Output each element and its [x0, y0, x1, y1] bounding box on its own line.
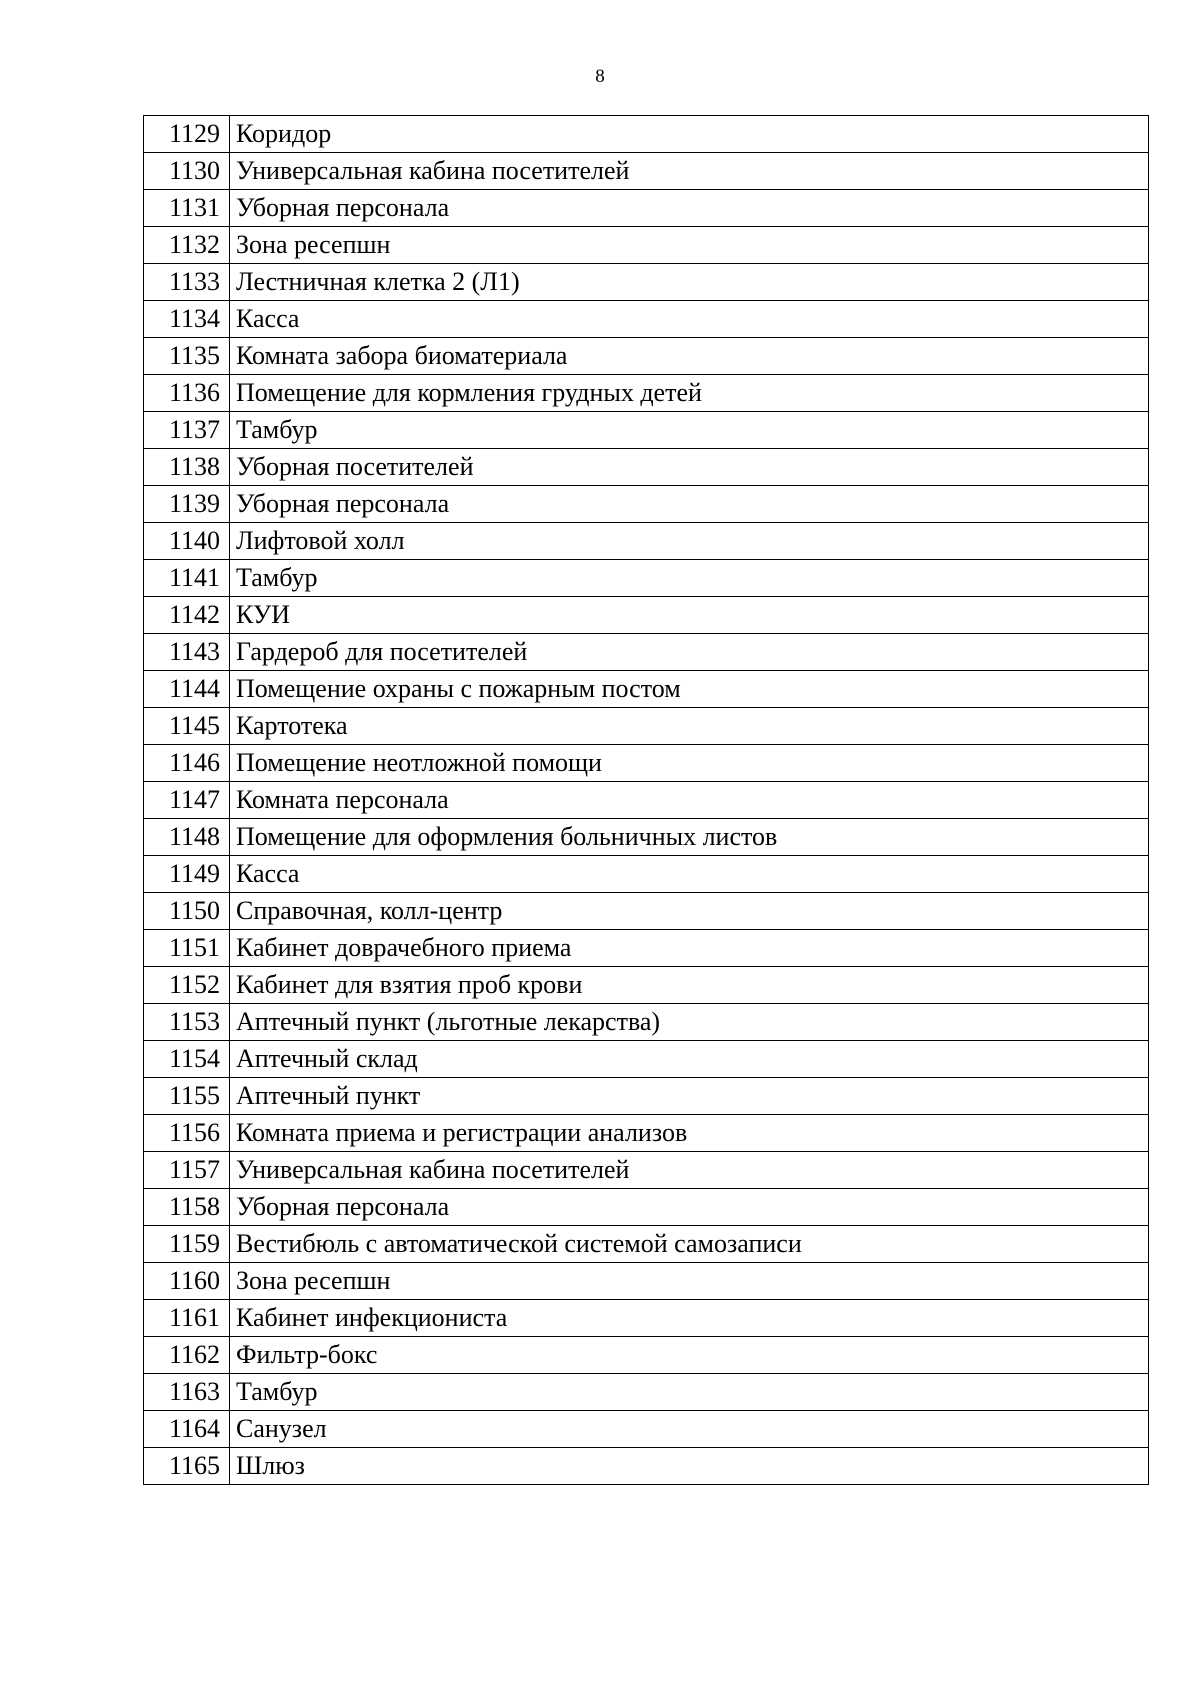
room-name-cell: Аптечный пункт (льготные лекарства) — [230, 1004, 1149, 1041]
table-row — [144, 893, 1149, 930]
table-row — [144, 1411, 1149, 1448]
table-row — [144, 375, 1149, 412]
table-row — [144, 227, 1149, 264]
room-name-cell: Гардероб для посетителей — [230, 634, 1149, 671]
room-name-cell: Помещение охраны с пожарным постом — [230, 671, 1149, 708]
room-name-cell: Тамбур — [230, 560, 1149, 597]
rooms-table-body — [144, 116, 1149, 1485]
table-row — [144, 930, 1149, 967]
room-number-cell: 1131 — [144, 190, 230, 227]
room-name-cell: Зона ресепшн — [230, 1263, 1149, 1300]
room-number-cell: 1155 — [144, 1078, 230, 1115]
room-number-cell: 1149 — [144, 856, 230, 893]
room-number-cell: 1163 — [144, 1374, 230, 1411]
table-row — [144, 967, 1149, 1004]
table-row — [144, 486, 1149, 523]
room-name-cell: Помещение для оформления больничных листов — [230, 819, 1149, 856]
table-row — [144, 1337, 1149, 1374]
room-number-cell: 1165 — [144, 1448, 230, 1485]
table-row — [144, 1004, 1149, 1041]
table-row — [144, 1078, 1149, 1115]
table-row — [144, 1263, 1149, 1300]
room-name-cell: Комната персонала — [230, 782, 1149, 819]
room-number-cell: 1141 — [144, 560, 230, 597]
table-row — [144, 1226, 1149, 1263]
table-row — [144, 708, 1149, 745]
table-row — [144, 745, 1149, 782]
room-number-cell: 1145 — [144, 708, 230, 745]
room-name-cell: Вестибюль с автоматической системой самозаписи — [230, 1226, 1149, 1263]
room-name-cell: Кабинет для взятия проб крови — [230, 967, 1149, 1004]
room-number-cell: 1151 — [144, 930, 230, 967]
room-name-cell: Касса — [230, 301, 1149, 338]
room-name-cell: Кабинет инфекциониста — [230, 1300, 1149, 1337]
table-row — [144, 819, 1149, 856]
room-name-cell: Фильтр-бокс — [230, 1337, 1149, 1374]
table-row — [144, 560, 1149, 597]
room-name-cell: Универсальная кабина посетителей — [230, 1152, 1149, 1189]
room-number-cell: 1147 — [144, 782, 230, 819]
room-number-cell: 1133 — [144, 264, 230, 301]
table-row — [144, 1189, 1149, 1226]
room-name-cell: Шлюз — [230, 1448, 1149, 1485]
room-number-cell: 1140 — [144, 523, 230, 560]
table-row — [144, 1115, 1149, 1152]
room-number-cell: 1129 — [144, 116, 230, 153]
table-row — [144, 634, 1149, 671]
room-number-cell: 1132 — [144, 227, 230, 264]
room-number-cell: 1130 — [144, 153, 230, 190]
room-number-cell: 1134 — [144, 301, 230, 338]
room-number-cell: 1158 — [144, 1189, 230, 1226]
room-name-cell: Лестничная клетка 2 (Л1) — [230, 264, 1149, 301]
room-number-cell: 1137 — [144, 412, 230, 449]
room-name-cell: Уборная персонала — [230, 190, 1149, 227]
rooms-table — [143, 115, 1149, 1485]
table-row — [144, 153, 1149, 190]
table-row — [144, 190, 1149, 227]
room-number-cell: 1153 — [144, 1004, 230, 1041]
room-name-cell: Аптечный пункт — [230, 1078, 1149, 1115]
room-name-cell: Справочная, колл-центр — [230, 893, 1149, 930]
table-row — [144, 338, 1149, 375]
table-row — [144, 523, 1149, 560]
table-row — [144, 264, 1149, 301]
room-number-cell: 1146 — [144, 745, 230, 782]
room-name-cell: Помещение для кормления грудных детей — [230, 375, 1149, 412]
table-row — [144, 1300, 1149, 1337]
room-name-cell: Касса — [230, 856, 1149, 893]
table-row — [144, 412, 1149, 449]
room-name-cell: Уборная персонала — [230, 486, 1149, 523]
table-row — [144, 1374, 1149, 1411]
room-name-cell: Зона ресепшн — [230, 227, 1149, 264]
room-number-cell: 1160 — [144, 1263, 230, 1300]
table-row — [144, 1041, 1149, 1078]
room-number-cell: 1152 — [144, 967, 230, 1004]
table-row — [144, 1448, 1149, 1485]
room-name-cell: Комната приема и регистрации анализов — [230, 1115, 1149, 1152]
room-number-cell: 1144 — [144, 671, 230, 708]
room-number-cell: 1136 — [144, 375, 230, 412]
room-number-cell: 1142 — [144, 597, 230, 634]
room-number-cell: 1135 — [144, 338, 230, 375]
room-name-cell: Уборная посетителей — [230, 449, 1149, 486]
page-number: 8 — [595, 66, 605, 87]
table-row — [144, 116, 1149, 153]
room-name-cell: Аптечный склад — [230, 1041, 1149, 1078]
table-row — [144, 1152, 1149, 1189]
table-row — [144, 671, 1149, 708]
room-name-cell: Тамбур — [230, 1374, 1149, 1411]
room-number-cell: 1157 — [144, 1152, 230, 1189]
room-name-cell: Лифтовой холл — [230, 523, 1149, 560]
room-number-cell: 1148 — [144, 819, 230, 856]
table-row — [144, 597, 1149, 634]
table-row — [144, 856, 1149, 893]
room-number-cell: 1162 — [144, 1337, 230, 1374]
room-number-cell: 1154 — [144, 1041, 230, 1078]
room-number-cell: 1143 — [144, 634, 230, 671]
room-name-cell: Уборная персонала — [230, 1189, 1149, 1226]
room-name-cell: КУИ — [230, 597, 1149, 634]
room-number-cell: 1159 — [144, 1226, 230, 1263]
room-name-cell: Комната забора биоматериала — [230, 338, 1149, 375]
room-name-cell: Тамбур — [230, 412, 1149, 449]
table-row — [144, 449, 1149, 486]
room-number-cell: 1161 — [144, 1300, 230, 1337]
room-name-cell: Помещение неотложной помощи — [230, 745, 1149, 782]
room-name-cell: Кабинет доврачебного приема — [230, 930, 1149, 967]
room-name-cell: Универсальная кабина посетителей — [230, 153, 1149, 190]
room-number-cell: 1138 — [144, 449, 230, 486]
room-name-cell: Картотека — [230, 708, 1149, 745]
table-row — [144, 782, 1149, 819]
room-name-cell: Санузел — [230, 1411, 1149, 1448]
room-number-cell: 1150 — [144, 893, 230, 930]
table-row — [144, 301, 1149, 338]
room-number-cell: 1164 — [144, 1411, 230, 1448]
room-name-cell: Коридор — [230, 116, 1149, 153]
room-number-cell: 1156 — [144, 1115, 230, 1152]
room-number-cell: 1139 — [144, 486, 230, 523]
